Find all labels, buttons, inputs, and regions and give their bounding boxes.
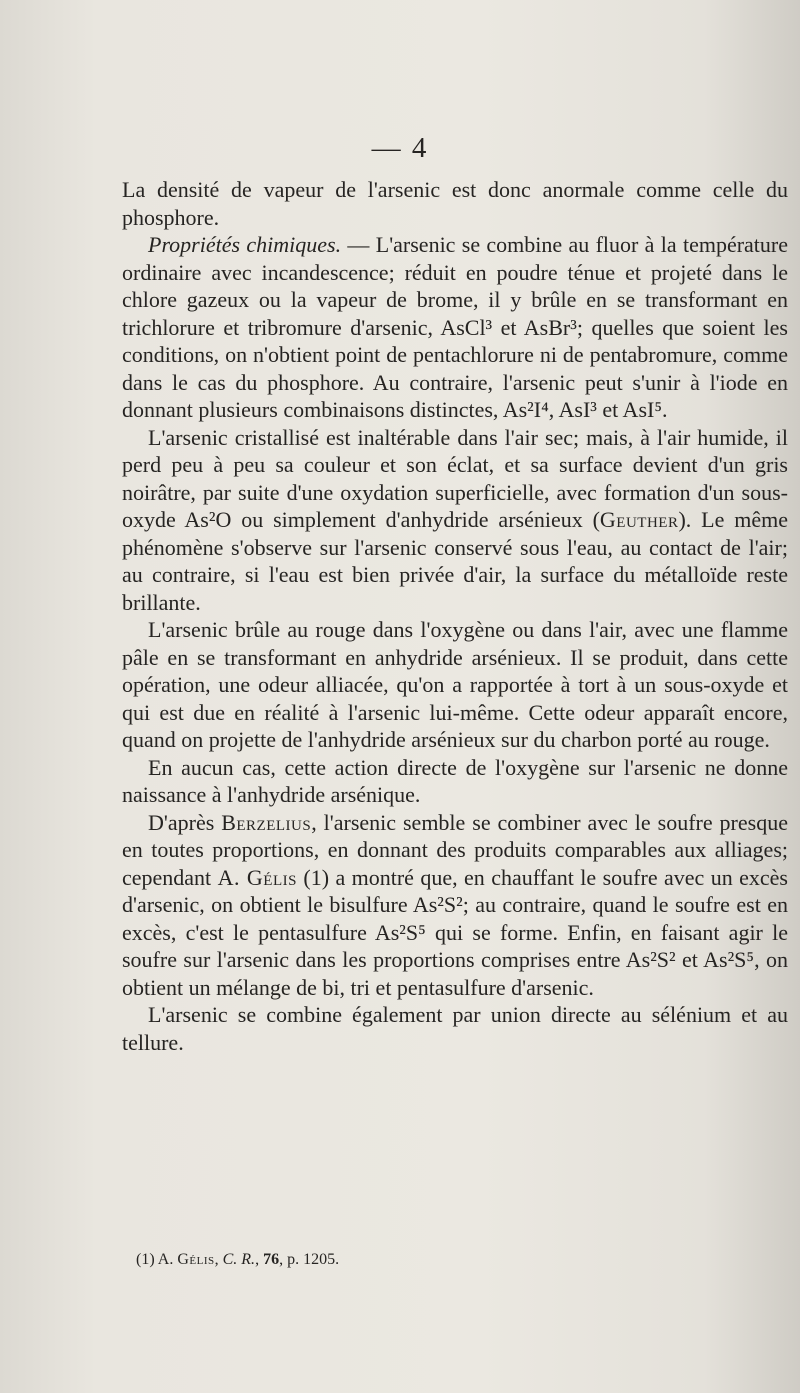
author-gelis: A. Gélis bbox=[217, 864, 297, 890]
footnote-page: , p. 1205. bbox=[279, 1251, 340, 1268]
section-heading: Propriétés chimiques. bbox=[148, 232, 342, 257]
paragraph-4: L'arsenic brûle au rouge dans l'oxygène ou dans l'air, avec une flamme pâle en se transformant en anhydride arsénieux. Il se produit, dans cette opération, une odeur alliacée, qu'on a rapportée à tort à un sous-oxyde et qui est due en réalité à l'arsenic lui-même. Cette odeur apparaît encore, quand on projette de l'anhydride arsénieux sur du charbon porté au rouge. bbox=[122, 617, 788, 752]
paragraph-3 bbox=[122, 424, 788, 617]
heading-dash: — bbox=[341, 232, 376, 257]
footnote: (1) A. Gélis, C. R., 76, p. 1205. bbox=[136, 1251, 340, 1268]
paragraph-3-tail: ). Le même phénomène s'observe sur l'arsenic conservé sous l'eau, au contact de l'air; au contraire, si l'eau est bien privée d'air, la surface du métalloïde reste brillante. bbox=[122, 507, 788, 615]
paragraph-5: En aucun cas, cette action directe de l'oxygène sur l'arsenic ne donne naissance à l'anhydride arsénique. bbox=[122, 754, 788, 807]
footnote-volume: 76 bbox=[263, 1251, 280, 1268]
paragraph-2-text: L'arsenic se combine au fluor à la température ordinaire avec incandescence; réduit en poudre ténue et projeté dans le chlore gazeux ou la vapeur de brome, il y brûle en se transformant en trichlorure et tribromure d'arsenic, AsCl³ et AsBr³; quelles que soient les conditions, on n'obtient point de pentachlorure ni de pentabromure, comme dans le cas du phosphore. Au contraire, l'arsenic peut s'unir à l'iode en donnant plusieurs combinaisons distinctes, As²I⁴, AsI³ et AsI⁵. bbox=[122, 232, 789, 422]
paragraph-6-mid: , l'arsenic semble se combiner avec le soufre presque en toutes proportions, en donnant des produits comparables aux alliages; cependant bbox=[122, 809, 788, 890]
footnote-journal: C. R. bbox=[222, 1251, 256, 1268]
paragraph-2 bbox=[122, 231, 788, 424]
author-berzelius: Berzelius bbox=[221, 809, 312, 835]
paragraph-3-text: L'arsenic cristallisé est inaltérable dans l'air sec; mais, à l'air humide, il perd peu à peu sa couleur et son éclat, et sa surface devient d'un gris noirâtre, par suite d'une oxydation superficielle, avec formation d'un sous-oxyde As²O ou simplement d'anhydride arsénieux ( bbox=[122, 424, 788, 532]
paragraph-7: L'arsenic se combine également par union directe au sélénium et au tellure. bbox=[122, 1002, 788, 1055]
page-number: — 4 bbox=[371, 132, 429, 164]
paragraph-6 bbox=[122, 809, 788, 1002]
footnote-author: Gélis bbox=[177, 1251, 215, 1268]
paragraph-6-text: D'après bbox=[148, 809, 222, 835]
author-geuther: Geuther bbox=[599, 507, 679, 532]
body-text bbox=[122, 176, 788, 1056]
footnote-marker: (1) A. bbox=[136, 1251, 178, 1268]
paragraph-6-tail: (1) a montré que, en chauffant le soufre avec un excès d'arsenic, on obtient le bisulfure As²S²; au contraire, quand le soufre est en excès, c'est le pentasulfure As²S⁵ qui se forme. Enfin, en faisant agir le soufre sur l'arsenic dans les proportions comprises entre As²S² et As²S⁵, on obtient un mélange de bi, tri et pentasulfure d'arsenic. bbox=[122, 864, 788, 1000]
paragraph-1: La densité de vapeur de l'arsenic est donc anormale comme celle du phosphore. bbox=[122, 177, 788, 230]
